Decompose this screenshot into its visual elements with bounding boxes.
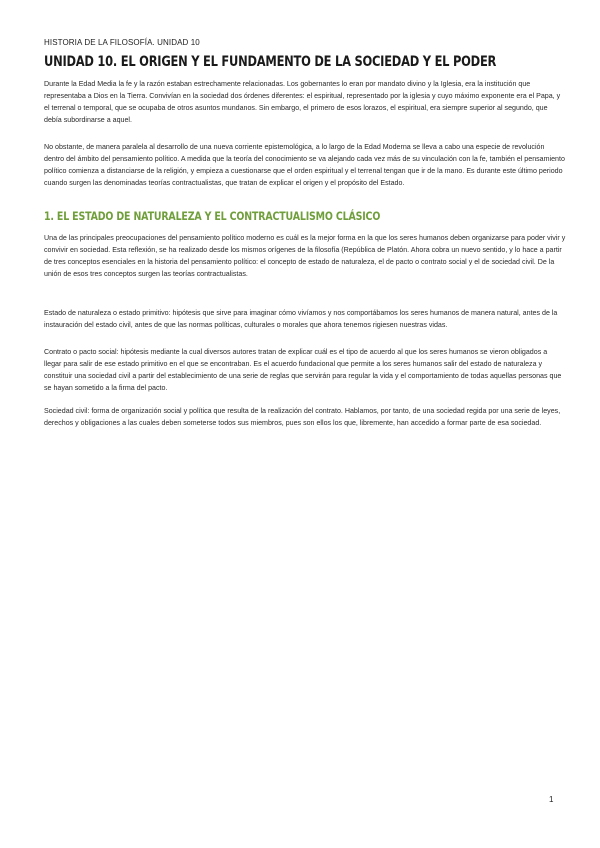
page-title: UNIDAD 10. EL ORIGEN Y EL FUNDAMENTO DE LA SOCIEDAD Y EL PODER	[44, 54, 497, 70]
section-paragraph-1-block	[44, 232, 566, 280]
section-heading: 1. EL ESTADO DE NATURALEZA Y EL CONTRACTUALISMO CLÁSICO	[44, 209, 381, 223]
section-paragraph-2-block	[44, 307, 566, 331]
intro-paragraph-2: No obstante, de manera paralela al desarrollo de una nueva corriente epistemológica, a lo largo de la Edad Moderna se lleva a cabo una especie de revolución dentro del ámbito del pensamiento político. A medida que la teoría del conocimiento se va alejando cada vez más de su vinculación con la fe, también el pensamiento político comienza a distanciarse de la religión, y empieza a cuestionarse que el orden espiritual y el terrenal tengan que ir de la mano. Es durante este último periodo cuando surgen las denominadas teorías contractualistas, que tratan de explicar el origen y el propósito del Estado.	[44, 143, 565, 187]
definition-estado-de-naturaleza: Estado de naturaleza o estado primitivo: hipótesis que sirve para imaginar cómo vivíamos y nos comportábamos los seres humanos de manera natural, antes de la instauración del estado civil, antes de que las normas políticas, culturales o morales que ahora tenemos rigiesen nuestras vidas.	[44, 309, 558, 329]
definition-sociedad-civil: Sociedad civil: forma de organización social y política que resulta de la realización del contrato. Hablamos, por tanto, de una sociedad regida por una serie de leyes, derechos y obligaciones a las cuales deben someterse todos sus miembros, pues son ellos los que, libremente, han accedido a formar parte de esa sociedad.	[44, 407, 561, 427]
intro-paragraph-1: Durante la Edad Media la fe y la razón estaban estrechamente relacionadas. Los gobernantes lo eran por mandato divino y la Iglesia, era la institución que representaba a Dios en la Tierra. Convivían en la sociedad dos órdenes diferentes: el espiritual, representado por la iglesia y cuyo máximo exponente era el Papa, y el terrenal o temporal, que se ocupaba de otros asuntos mundanos. Sin embargo, el primero de esos lorazos, el espiritual, era siempre superior al segundo, que debía subordinarse a aquel.	[44, 80, 561, 124]
section-paragraph-3-block	[44, 346, 566, 394]
running-header: HISTORIA DE LA FILOSOFÍA. UNIDAD 10	[44, 38, 200, 47]
section-paragraph-4-block	[44, 405, 566, 429]
definition-contrato-social: Contrato o pacto social: hipótesis mediante la cual diversos autores tratan de explicar cuál es el tipo de acuerdo al que los seres humanos se vieron obligados a llegar para salir de ese estado primitivo en el que se encontraban. Es el acuerdo fundacional que permite a los seres humanos salir del estado de naturaleza y constituir una sociedad civil a partir del establecimiento de una serie de reglas que servirán para regular la vida y el comportamiento de todas aquellas personas que se hayan sometido a la firma del pacto.	[44, 348, 562, 392]
page-number: 1	[549, 795, 554, 804]
intro-paragraph-1-block	[44, 78, 566, 126]
section-paragraph-1: Una de las principales preocupaciones del pensamiento político moderno es cuál es la mejor forma en la que los seres humanos deben organizarse para poder vivir y convivir en sociedad. Esta reflexión, se ha realizado desde los mismos orígenes de la filosofía (República de Platón. Ahora cobra un nuevo sentido, y lo hace a partir de tres conceptos esenciales en la historia del pensamiento político: el concepto de estado de naturaleza, el de pacto o contrato social y el de sociedad civil. De la unión de esos tres conceptos surgen las teorías contractualistas.	[44, 234, 566, 278]
intro-paragraph-2-block	[44, 141, 566, 189]
